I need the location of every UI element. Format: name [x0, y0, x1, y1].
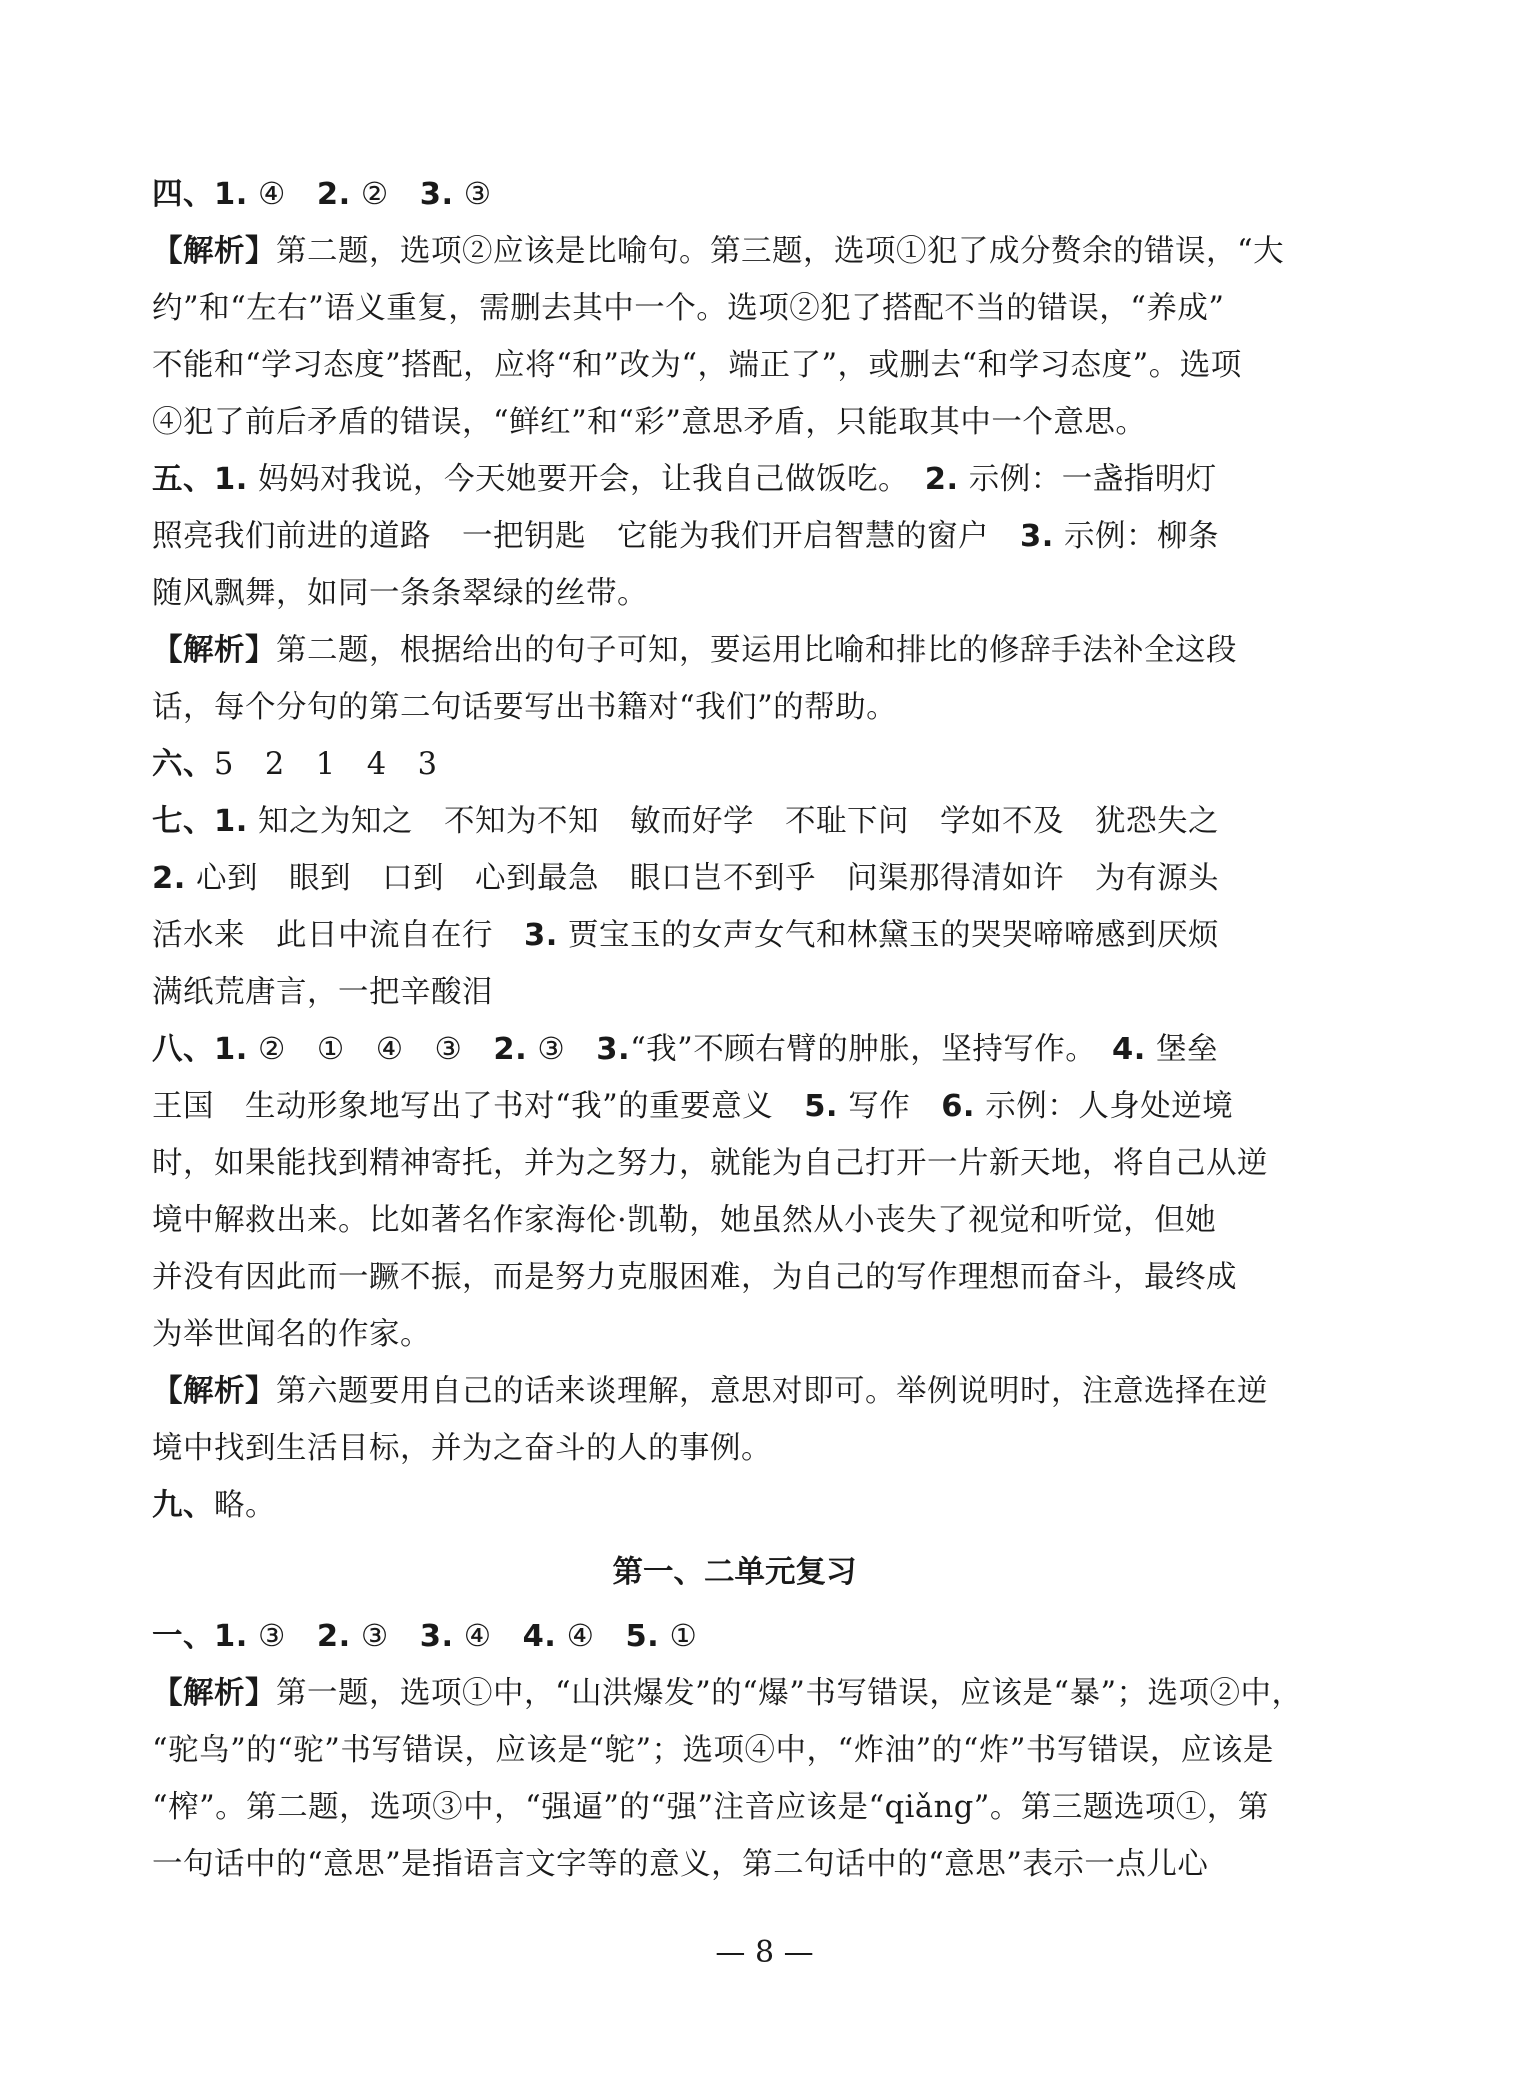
answer-page — [152, 166, 1317, 1893]
text-line — [152, 1608, 1317, 1665]
bold-label: 六、 — [152, 747, 214, 782]
bold-label: 3. — [524, 918, 558, 953]
text-run: ① — [659, 1619, 698, 1654]
text-line — [152, 223, 1317, 280]
bold-label: 2. — [152, 861, 186, 896]
bold-label: 2. — [316, 1619, 351, 1654]
text-line — [152, 1021, 1317, 1078]
text-run: ② ① ④ ③ — [247, 1032, 494, 1067]
text-run: 并没有因此而一蹶不振，而是努力克服困难，为自己的写作理想而奋斗，最终成 — [152, 1260, 1237, 1295]
text-line — [152, 508, 1317, 565]
text-run: 照亮我们前进的道路 一把钥匙 它能为我们开启智慧的窗户 — [152, 519, 1020, 554]
text-line — [152, 736, 1317, 793]
bold-label: 一、1. — [152, 1619, 248, 1654]
text-run: ④ — [247, 177, 317, 212]
text-line — [152, 280, 1317, 337]
text-line — [152, 1779, 1317, 1836]
text-line — [152, 1249, 1317, 1306]
bold-label: 2. — [316, 177, 351, 212]
text-run: ③ — [247, 1619, 317, 1654]
text-line — [152, 793, 1317, 850]
text-line — [152, 1722, 1317, 1779]
text-run: 不能和“学习态度”搭配，应将“和”改为“，端正了”，或删去“和学习态度”。选项 — [152, 348, 1242, 383]
text-run: “榨”。第二题，选项③中，“强逼”的“强”注音应该是“qiǎng”。第三题选项①，第 — [152, 1790, 1269, 1825]
text-run: 5 2 1 4 3 — [214, 747, 438, 782]
text-run: 妈妈对我说，今天她要开会，让我自己做饭吃。 — [247, 462, 925, 497]
bold-label: 3. — [419, 1619, 454, 1654]
bold-label: 5. — [625, 1619, 660, 1654]
text-run: 示例：一盏指明灯 — [958, 462, 1217, 497]
text-run: 写作 — [838, 1089, 942, 1124]
text-run: 活水来 此日中流自在行 — [152, 918, 524, 953]
text-run: 第二题，根据给出的句子可知，要运用比喻和排比的修辞手法补全这段 — [276, 633, 1237, 668]
text-line — [152, 907, 1317, 964]
answer-block-review — [152, 1608, 1317, 1893]
text-run: 堡垒 — [1145, 1032, 1219, 1067]
text-line — [152, 1078, 1317, 1135]
bold-label: 3. — [419, 177, 454, 212]
bold-label: 四、1. — [152, 177, 248, 212]
text-run: 境中解救出来。比如著名作家海伦·凯勒，她虽然从小丧失了视觉和听觉，但她 — [152, 1203, 1217, 1238]
text-run: ④ — [556, 1619, 626, 1654]
page-number: — 8 — — [715, 1935, 814, 1970]
text-run: 约”和“左右”语义重复，需删去其中一个。选项②犯了搭配不当的错误，“养成” — [152, 291, 1225, 326]
text-run: ② — [350, 177, 420, 212]
text-line — [152, 1665, 1317, 1722]
text-line — [152, 166, 1317, 223]
bold-label: 【解析】 — [152, 234, 276, 269]
text-run: 境中找到生活目标，并为之奋斗的人的事例。 — [152, 1431, 772, 1466]
text-run: ③ — [350, 1619, 420, 1654]
bold-label: 4. — [522, 1619, 557, 1654]
bold-label: 【解析】 — [152, 633, 276, 668]
text-run: 时，如果能找到精神寄托，并为之努力，就能为自己打开一片新天地，将自己从逆 — [152, 1146, 1268, 1181]
text-line — [152, 622, 1317, 679]
bold-label: 2. — [493, 1032, 528, 1067]
text-line — [152, 1192, 1317, 1249]
bold-label: 3. — [596, 1032, 631, 1067]
bold-label: 【解析】 — [152, 1676, 276, 1711]
bold-label: 2. — [924, 462, 959, 497]
bold-label: 【解析】 — [152, 1374, 276, 1409]
bold-label: 五、1. — [152, 462, 248, 497]
text-line — [152, 337, 1317, 394]
text-run: 贾宝玉的女声女气和林黛玉的哭哭啼啼感到厌烦 — [557, 918, 1220, 953]
text-run: 王国 生动形象地写出了书对“我”的重要意义 — [152, 1089, 805, 1124]
text-run: ④ — [453, 1619, 523, 1654]
text-line — [152, 1363, 1317, 1420]
bold-label: 八、1. — [152, 1032, 248, 1067]
bold-label: 3. — [1020, 519, 1054, 554]
bold-label: 九、 — [152, 1488, 214, 1523]
text-line — [152, 964, 1317, 1021]
text-run: “驼鸟”的“驼”书写错误，应该是“鸵”；选项④中，“炸油”的“炸”书写错误，应该是 — [152, 1733, 1274, 1768]
text-line — [152, 1306, 1317, 1363]
text-run: ③ — [453, 177, 492, 212]
text-run: 略。 — [214, 1488, 276, 1523]
text-line — [152, 679, 1317, 736]
text-run: 第一题，选项①中，“山洪爆发”的“爆”书写错误，应该是“暴”；选项②中， — [276, 1676, 1303, 1711]
text-run: 心到 眼到 口到 心到最急 眼口岂不到乎 问渠那得清如许 为有源头 — [185, 861, 1220, 896]
bold-label: 6. — [941, 1089, 976, 1124]
bold-label: 5. — [804, 1089, 838, 1124]
text-line — [152, 1420, 1317, 1477]
text-run: 一句话中的“意思”是指语言文字等的意义，第二句话中的“意思”表示一点儿心 — [152, 1847, 1209, 1882]
text-run: 话，每个分句的第二句话要写出书籍对“我们”的帮助。 — [152, 690, 898, 725]
section-heading: 第一、二单元复习 — [612, 1555, 857, 1590]
text-run: 满纸荒唐言，一把辛酸泪 — [152, 975, 493, 1010]
text-run: 随风飘舞，如同一条条翠绿的丝带。 — [152, 576, 648, 611]
text-run: “我”不顾右臂的肿胀，坚持写作。 — [630, 1032, 1112, 1067]
bold-label: 4. — [1112, 1032, 1146, 1067]
text-line — [152, 394, 1317, 451]
text-run: ③ — [527, 1032, 597, 1067]
text-run: ④犯了前后矛盾的错误，“鲜红”和“彩”意思矛盾，只能取其中一个意思。 — [152, 405, 1147, 440]
text-line — [152, 850, 1317, 907]
text-line — [152, 1135, 1317, 1192]
text-line — [152, 565, 1317, 622]
bold-label: 七、1. — [152, 804, 248, 839]
text-run: 第六题要用自己的话来谈理解，意思对即可。举例说明时，注意选择在逆 — [276, 1374, 1268, 1409]
text-run: 为举世闻名的作家。 — [152, 1317, 431, 1352]
answer-block-unit — [152, 166, 1317, 1534]
text-line — [152, 451, 1317, 508]
text-run: 第二题，选项②应该是比喻句。第三题，选项①犯了成分赘余的错误，“大 — [276, 234, 1285, 269]
text-line — [152, 1836, 1317, 1893]
text-run: 示例：柳条 — [1053, 519, 1220, 554]
text-run: 知之为知之 不知为不知 敏而好学 不耻下问 学如不及 犹恐失之 — [247, 804, 1220, 839]
text-line — [152, 1477, 1317, 1534]
text-run: 示例：人身处逆境 — [975, 1089, 1234, 1124]
